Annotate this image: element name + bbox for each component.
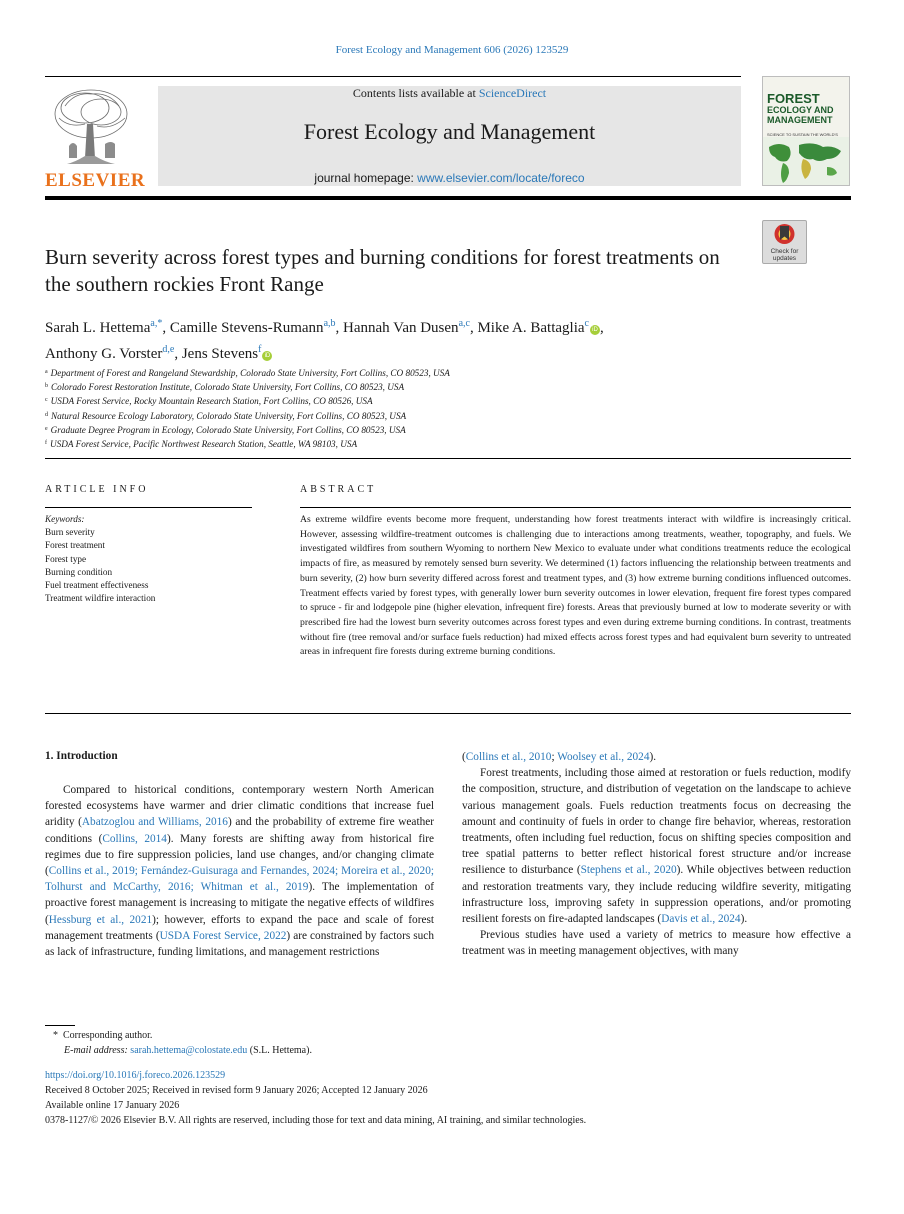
author[interactable] [170, 320, 336, 336]
affiliation-text: USDA Forest Service, Pacific Northwest Research Station, Seattle, WA 98103, USA [50, 439, 358, 450]
world-map-icon [763, 137, 849, 186]
affiliation [45, 437, 805, 451]
affiliation-key: a [45, 369, 48, 375]
bookmark-ribbon-icon [763, 222, 806, 248]
citation-link[interactable]: Collins, 2014 [102, 832, 167, 845]
citation-link[interactable]: Davis et al., 2024 [661, 913, 741, 926]
affiliation-marker[interactable]: c [584, 318, 589, 329]
paragraph: Compared to historical conditions, contemporary western North American forested ecosystems have warmer and drier climatic conditions that increase fuel aridity (Abatzoglou and Williams, 2016) and the probability of extreme fire weather conditions (Collins, 2014). Many forests are shifting away from historical fire regimes due to fire suppression policies, land use changes, and/or changing climate (Collins et al., 2019; Fernández-Guisuraga and Fernandes, 2024; Moreira et al., 2020; Tolhurst and McCarthy, 2016; Whitman et al., 2019). The implementation of proactive forest management is increasing to mitigate the negative effects of wildfires (Hessburg et al., 2021); however, efforts to expand the pace and scale of forest management treatments (USDA Forest Service, 2022) are constrained by factors such as lack of infrastructure, funding limitations, and management restrictions [45, 784, 435, 959]
article-title: Burn severity across forest types and burning conditions for forest treatments on the southern rockies Front Range [45, 245, 720, 296]
cover-title [767, 93, 834, 125]
affiliation-text: Department of Forest and Rangeland Stewardship, Colorado State University, Fort Collins, CO 80523, USA [50, 368, 450, 378]
author-name[interactable]: Sarah L. Hettema [45, 320, 151, 336]
cover-subtitle: SCIENCE TO SUSTAIN THE WORLD'S [767, 132, 838, 137]
cover-title-line: ECOLOGY AND [767, 105, 834, 115]
sciencedirect-link[interactable]: ScienceDirect [478, 86, 547, 100]
affiliation-marker[interactable]: d,e [162, 344, 175, 355]
affiliation-key: d [45, 411, 48, 418]
citation-link[interactable]: Collins et al., 2019; Fernández-Guisuraga and Fernandes, 2024; Moreira et al., 2020; Tolhurst and McCarthy, 2016; Whitman et al., 2019 [45, 865, 434, 894]
author-name[interactable]: Mike A. Battaglia [477, 320, 585, 336]
cover-title-line: MANAGEMENT [767, 115, 833, 125]
homepage-line [158, 171, 741, 185]
tree-engraving-icon [45, 84, 137, 168]
affiliation-marker[interactable]: f [258, 344, 262, 355]
copyright-line: 0378-1127/© 2026 Elsevier B.V. All rights are reserved, including those for text and data mining, AI training, and similar technologies. [45, 1115, 587, 1126]
article-info-heading: ARTICLE INFO [45, 484, 149, 495]
affiliation [45, 380, 805, 394]
affiliation [45, 423, 805, 437]
affiliation-text: Natural Resource Ecology Laboratory, Colorado State University, Fort Collins, CO 80523, USA [51, 410, 407, 421]
paragraph: Forest treatments, including those aimed at restoration or fuels reduction, modify the composition, structure, and distribution of vegetation on the landscape to achieve various management goals. Fuels reduction treatments focus on decreasing the amount and continuity of fuels in order to change fire behavior, whereas, restoration treatments, often including fuel reduction, focus on shifting species composition and tree spatial patterns to better reflect historical forest structure and/or increase resilience to disturbance (Stephens et al., 2020). While objectives between reduction and restoration treatments vary, they include reducing wildfire severity, mitigating infrastructure loss, improving safety in suppression operations, and/or promoting resilient forests on fire-adapted landscapes (Davis et al., 2024). [462, 767, 852, 926]
affiliation-marker[interactable]: a,c [458, 318, 470, 329]
affiliation-key: e [45, 425, 48, 432]
keyword: Burn severity [45, 527, 95, 538]
author-name[interactable]: Anthony G. Vorster [45, 346, 163, 362]
affiliation-key: b [45, 383, 48, 390]
email-suffix: (S.L. Hettema). [247, 1045, 312, 1056]
author-name[interactable]: Hannah Van Dusen [343, 320, 459, 336]
citation-link[interactable]: USDA Forest Service, 2022 [159, 929, 287, 942]
affiliation-text: USDA Forest Service, Rocky Mountain Research Station, Fort Collins, CO 80526, USA [50, 396, 373, 407]
affiliation-marker[interactable]: a,b [323, 318, 336, 329]
header-thick-rule [45, 196, 851, 200]
affiliation [45, 394, 805, 408]
corresponding-text: Corresponding author. [63, 1030, 153, 1041]
check-for-updates-button[interactable] [762, 220, 807, 264]
abstract-text: As extreme wildfire events become more frequent, understanding how forest treatments interact with wildfire is increasingly critical. However, assessing wildfire-treatment outcomes is challenging due to interactions among treatments, weather, topography, and fuels. We investigated wildfires from southern Wyoming to northern New Mexico to evaluate under what conditions treatments reduce the ecological impacts of fire, as measured by remotely sensed burn severity. We determined (1) factors influencing the relationship between treatments and burn severity, (2) how burn severity differed across forest and treatment types, and (3) how extreme burning conditions influenced outcomes. Treatment effects varied by forest types, with generally lower burn severity outcomes in lower elevation, frequent fire forest types compared to spruce - fir and lodgepole pine (higher elevation, infrequent fire) forests. Areas that previously burned at low to moderate severity or with prescribed fire had the lowest burn severity outcomes across forest types and even during extreme burning conditions. In contrast, treatments without fire (tree removal and/or surface fuels reduction) had mixed effects across forest types and had equivalent burn severity to untreated areas in infrequent fire forests during extreme burning conditions. [300, 514, 851, 658]
author[interactable] [182, 346, 273, 362]
orcid-icon[interactable]: iD [262, 351, 272, 361]
author[interactable] [343, 320, 470, 336]
affiliation [45, 409, 805, 423]
author-name[interactable]: Jens Stevens [181, 346, 259, 362]
keyword: Forest type [45, 553, 87, 564]
header-rule [45, 76, 741, 77]
keyword: Treatment wildfire interaction [45, 593, 156, 604]
email-link[interactable]: sarah.hettema@colostate.edu [130, 1045, 248, 1056]
contents-line [158, 86, 741, 101]
author[interactable] [45, 346, 174, 362]
affiliation-marker[interactable]: a,* [150, 318, 163, 329]
author-name[interactable]: Camille Stevens-Rumann [169, 320, 324, 336]
orcid-icon[interactable]: iD [590, 325, 600, 335]
affiliation-list [45, 366, 805, 451]
section-heading-introduction: 1. Introduction [45, 750, 118, 762]
check-updates-line: Check for [770, 248, 799, 255]
cover-title-line: FOREST [767, 91, 820, 106]
keyword-list [45, 526, 255, 605]
paragraph-continuation: (Collins et al., 2010; Woolsey et al., 2024). [462, 751, 657, 763]
affiliation [45, 366, 805, 380]
keywords-label: Keywords: [45, 514, 85, 524]
footnotes [45, 1028, 645, 1058]
citation-link[interactable]: Stephens et al., 2020 [580, 864, 677, 877]
keyword: Fuel treatment effectiveness [45, 580, 149, 591]
available-online: Available online 17 January 2026 [45, 1100, 180, 1111]
body-column-right [462, 749, 851, 960]
keyword: Forest treatment [45, 540, 105, 551]
affiliation-text: Graduate Degree Program in Ecology, Colorado State University, Fort Collins, CO 80523, USA [50, 424, 406, 435]
author[interactable] [477, 320, 600, 336]
affiliation-text: Colorado Forest Restoration Institute, Colorado State University, Fort Collins, CO 80523, USA [51, 382, 405, 393]
affiliation-key: c [45, 397, 48, 404]
journal-citation-link[interactable]: Forest Ecology and Management 606 (2026) 123529 [335, 44, 569, 56]
corresponding-footnote [45, 1028, 645, 1043]
author[interactable] [45, 320, 162, 336]
journal-cover-thumbnail[interactable] [762, 76, 850, 186]
keyword: Burning condition [45, 566, 113, 577]
author-list: Sarah L. Hettema$^{a,*}$, Camille Stevens-Rumann$^{a,b}$, Hannah Van Dusen$^{a,c}$, Mike A. Battaglia$^c$iD , Anthony G. Vorster$^{d,e}$, Jens Stevens$^f$iD [45, 318, 604, 362]
keywords-block [45, 513, 255, 605]
homepage-link[interactable]: www.elsevier.com/locate/foreco [417, 171, 585, 185]
section-rule [45, 713, 851, 714]
email-label: E-mail address: [64, 1045, 128, 1056]
abstract-rule [300, 507, 851, 508]
section-rule [45, 458, 851, 459]
article-info-rule [45, 507, 252, 508]
affiliation-key: f [45, 440, 47, 447]
citation-link[interactable]: Collins et al., 2010 [465, 751, 552, 763]
publisher-name: ELSEVIER [45, 170, 146, 191]
doi-link[interactable]: https://doi.org/10.1016/j.foreco.2026.123529 [45, 1070, 226, 1081]
check-updates-line: updates [772, 255, 797, 262]
received-dates: Received 8 October 2025; Received in revised form 9 January 2026; Accepted 12 January 2026 [45, 1085, 428, 1096]
body-column-left [45, 782, 434, 960]
paragraph: Previous studies have used a variety of metrics to measure how effective a treatment was in meeting management objectives, with many [462, 929, 851, 958]
citation-link[interactable]: Woolsey et al., 2024 [557, 751, 650, 763]
homepage-prefix: journal homepage: [314, 171, 418, 185]
email-footnote [45, 1043, 645, 1058]
footnote-marker: * [53, 1030, 58, 1041]
abstract-heading: ABSTRACT [300, 484, 377, 495]
contents-prefix: Contents lists available at [352, 86, 479, 100]
citation-link[interactable]: Abatzoglou and Williams, 2016 [81, 816, 228, 829]
publication-info [45, 1068, 845, 1128]
citation-link[interactable]: Hessburg et al., 2021 [48, 913, 153, 926]
journal-title: Forest Ecology and Management [303, 119, 596, 144]
footnote-rule [45, 1025, 75, 1026]
